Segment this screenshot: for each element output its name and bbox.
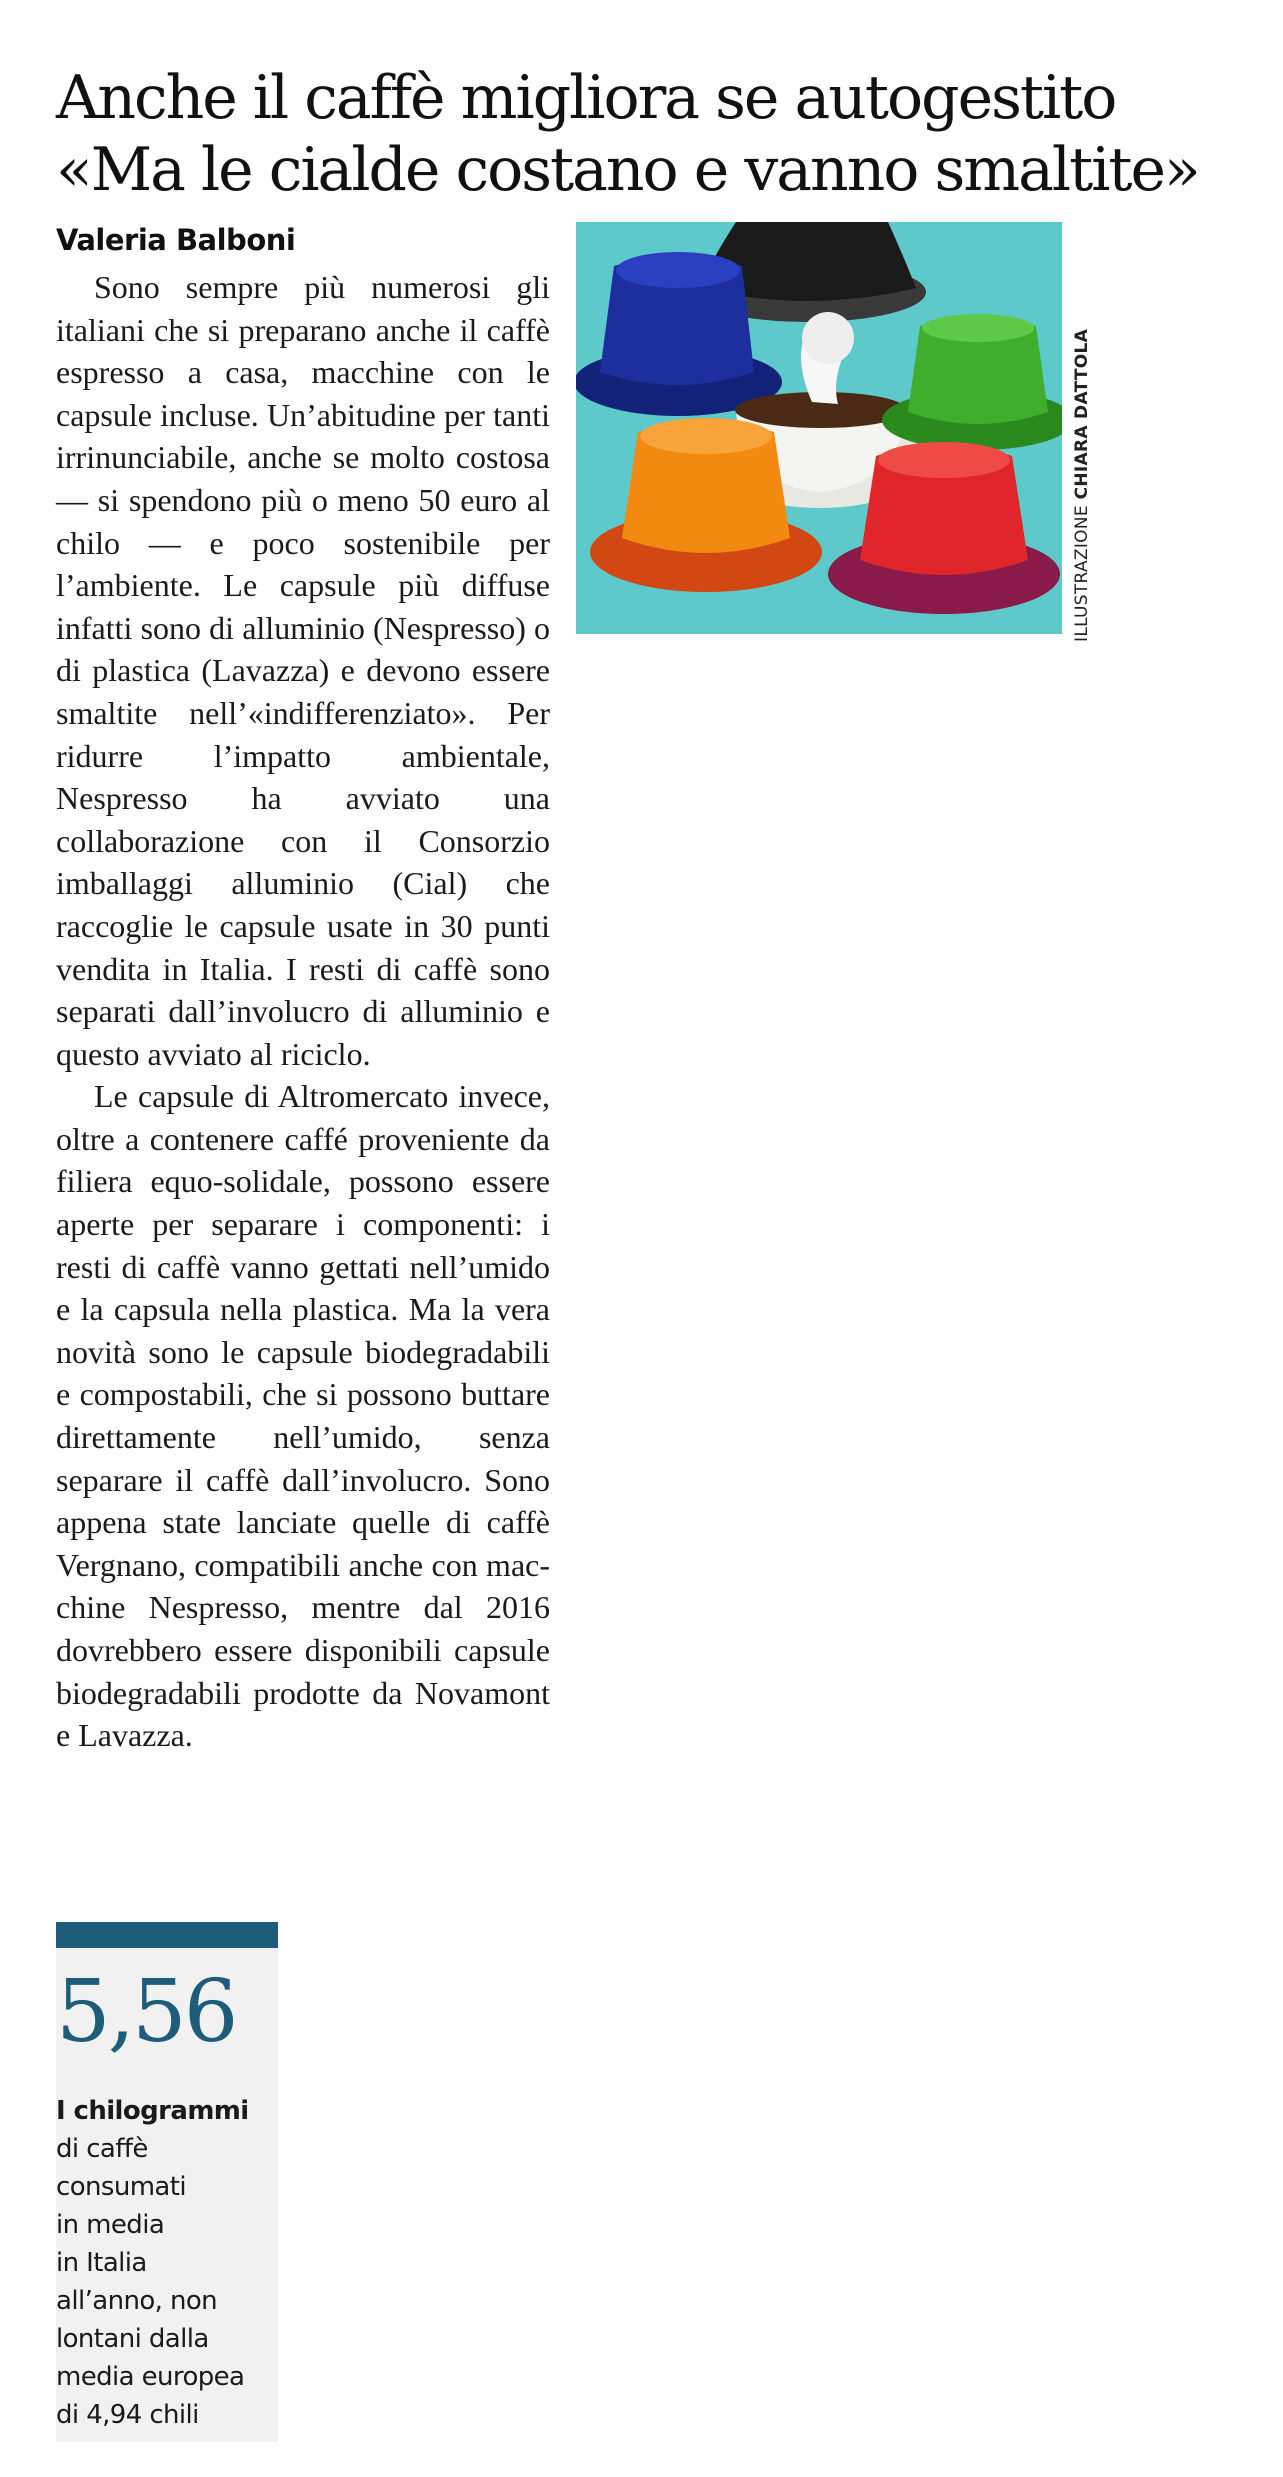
stat-label-line: di 4,94 chili [56,2400,199,2430]
stat-label [56,2092,278,2434]
stat-label-line: in media [56,2210,165,2240]
headline-line-1: Anche il caffè migliora se autogestito [56,63,1116,133]
byline: Valeria Balboni [56,223,296,257]
stat-number: 5,56 [56,1962,236,2062]
stat-label-line: consumati [56,2172,186,2202]
headline-line-2: «Ma le cialde costano e vanno smaltite» [56,135,1199,205]
illustration-credit [1068,222,1096,642]
stat-label-line: di caffè [56,2134,148,2164]
headline [56,62,1276,206]
stat-label-line: all’anno, non [56,2286,218,2316]
article-paragraph-2: Le capsule di Altromercato invece, oltre a contenere caffé proveniente da filiera equo-solidale, possono essere aperte per separare i componenti: i resti di caffè vanno gettati nell’umido e la capsula nella plastica. Ma la vera novità sono le capsule biodegradabili e compostabili, che si possono buttare direttamente nell’umido, senza separare il caffè dall’involucro. Sono appena state lanciate quelle di caffè Vergnano, compatibili anche con macchine Nespresso, mentre dal 2016 dovrebbero essere disponibili capsule biodegradabili prodotte da Novamont e Lavazza. [56,1078,550,1754]
stat-accent-bar [56,1922,278,1948]
article-body [56,266,550,1757]
coffee-capsules-drawing [576,222,1062,634]
coffee-capsules-illustration [576,222,1062,634]
credit-prefix: ILLUSTRAZIONE [1072,505,1092,642]
article-paragraph-1: Sono sempre più numerosi gli italiani che si preparano anche il caffè espresso a casa, macchine con le capsule incluse. Un’abitudine per tanti irrinunciabile, anche se molto costosa — si spendono più o meno 50 euro al chilo — e poco sostenibile per l’ambiente. Le capsule più diffuse infatti sono di alluminio (Nespresso) o di plastica (Lavazza) e devono essere smaltite nell’«indifferenziato». Per ridurre l’impatto ambientale, Nespresso ha avviato una collaborazione con il Consorzio imballaggi alluminio (Cial) che raccoglie le capsule usate in 30 punti vendita in Italia. I resti di caffè sono separati dall’involucro di alluminio e questo avviato al riciclo. [56,269,550,1072]
stat-label-line: media europea [56,2362,245,2392]
stat-box [56,1922,278,2442]
stat-label-bold: I chilogrammi [56,2096,249,2126]
stat-label-line: lontani dalla [56,2324,209,2354]
credit-name: CHIARA DATTOLA [1072,328,1092,500]
stat-label-line: in Italia [56,2248,147,2278]
